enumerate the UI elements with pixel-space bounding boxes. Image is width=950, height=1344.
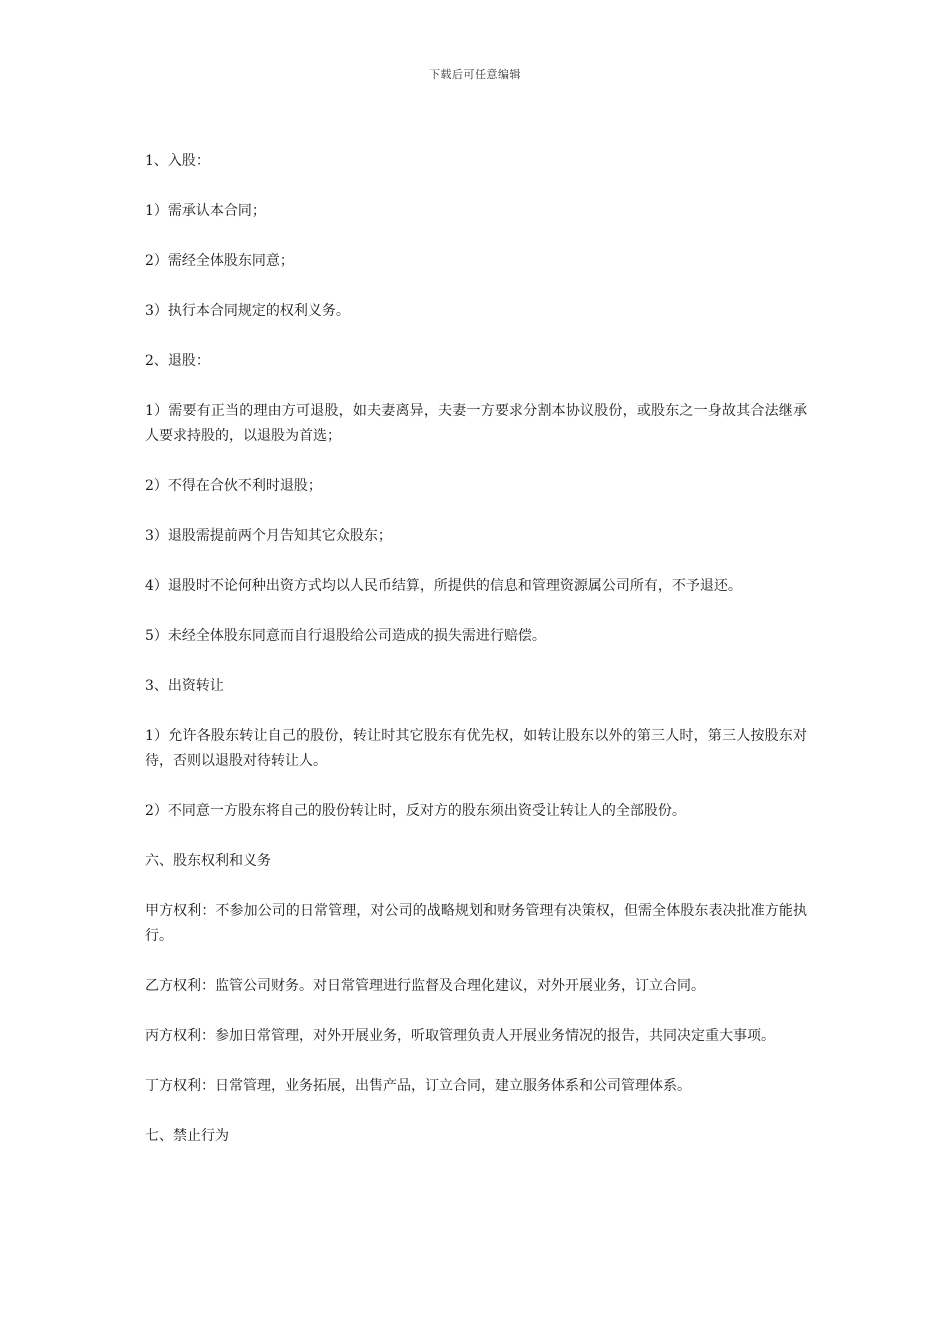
paragraph: 1）需要有正当的理由方可退股，如夫妻离异，夫妻一方要求分割本协议股份，或股东之一身故其合法继承人要求持股的，以退股为首选； [145,403,807,444]
paragraph: 2）需经全体股东同意； [145,253,294,269]
paragraph-party-a-rights: 甲方权利：不参加公司的日常管理，对公司的战略规划和财务管理有决策权，但需全体股东表决批准方能执行。 [145,903,807,944]
paragraph-section-3-heading: 3、出资转让 [145,678,224,694]
document-body [145,149,807,1174]
paragraph: 4）退股时不论何种出资方式均以人民币结算，所提供的信息和管理资源属公司所有，不予退还。 [145,578,742,594]
section-heading-prohibited-acts: 七、禁止行为 [145,1128,229,1144]
paragraph: 3）执行本合同规定的权利义务。 [145,303,350,319]
paragraph: 2）不同意一方股东将自己的股份转让时，反对方的股东须出资受让转让人的全部股份。 [145,803,686,819]
page-header: 下载后可任意编辑 [429,68,521,81]
paragraph: 1）允许各股东转让自己的股份，转让时其它股东有优先权，如转让股东以外的第三人时，第三人按股东对待，否则以退股对待转让人。 [145,728,807,769]
paragraph: 5）未经全体股东同意而自行退股给公司造成的损失需进行赔偿。 [145,628,546,644]
paragraph-party-b-rights: 乙方权利：监管公司财务。对日常管理进行监督及合理化建议，对外开展业务，订立合同。 [145,978,705,994]
paragraph-party-c-rights: 丙方权利：参加日常管理，对外开展业务，听取管理负责人开展业务情况的报告，共同决定重大事项。 [145,1028,775,1044]
section-heading-shareholder-rights: 六、股东权利和义务 [145,853,271,869]
paragraph: 1）需承认本合同； [145,203,266,219]
paragraph-section-1-heading: 1、入股： [145,153,210,169]
paragraph-party-d-rights: 丁方权利：日常管理，业务拓展，出售产品，订立合同，建立服务体系和公司管理体系。 [145,1078,691,1094]
paragraph-section-2-heading: 2、退股： [145,353,210,369]
paragraph: 2）不得在合伙不利时退股； [145,478,322,494]
paragraph: 3）退股需提前两个月告知其它众股东； [145,528,392,544]
